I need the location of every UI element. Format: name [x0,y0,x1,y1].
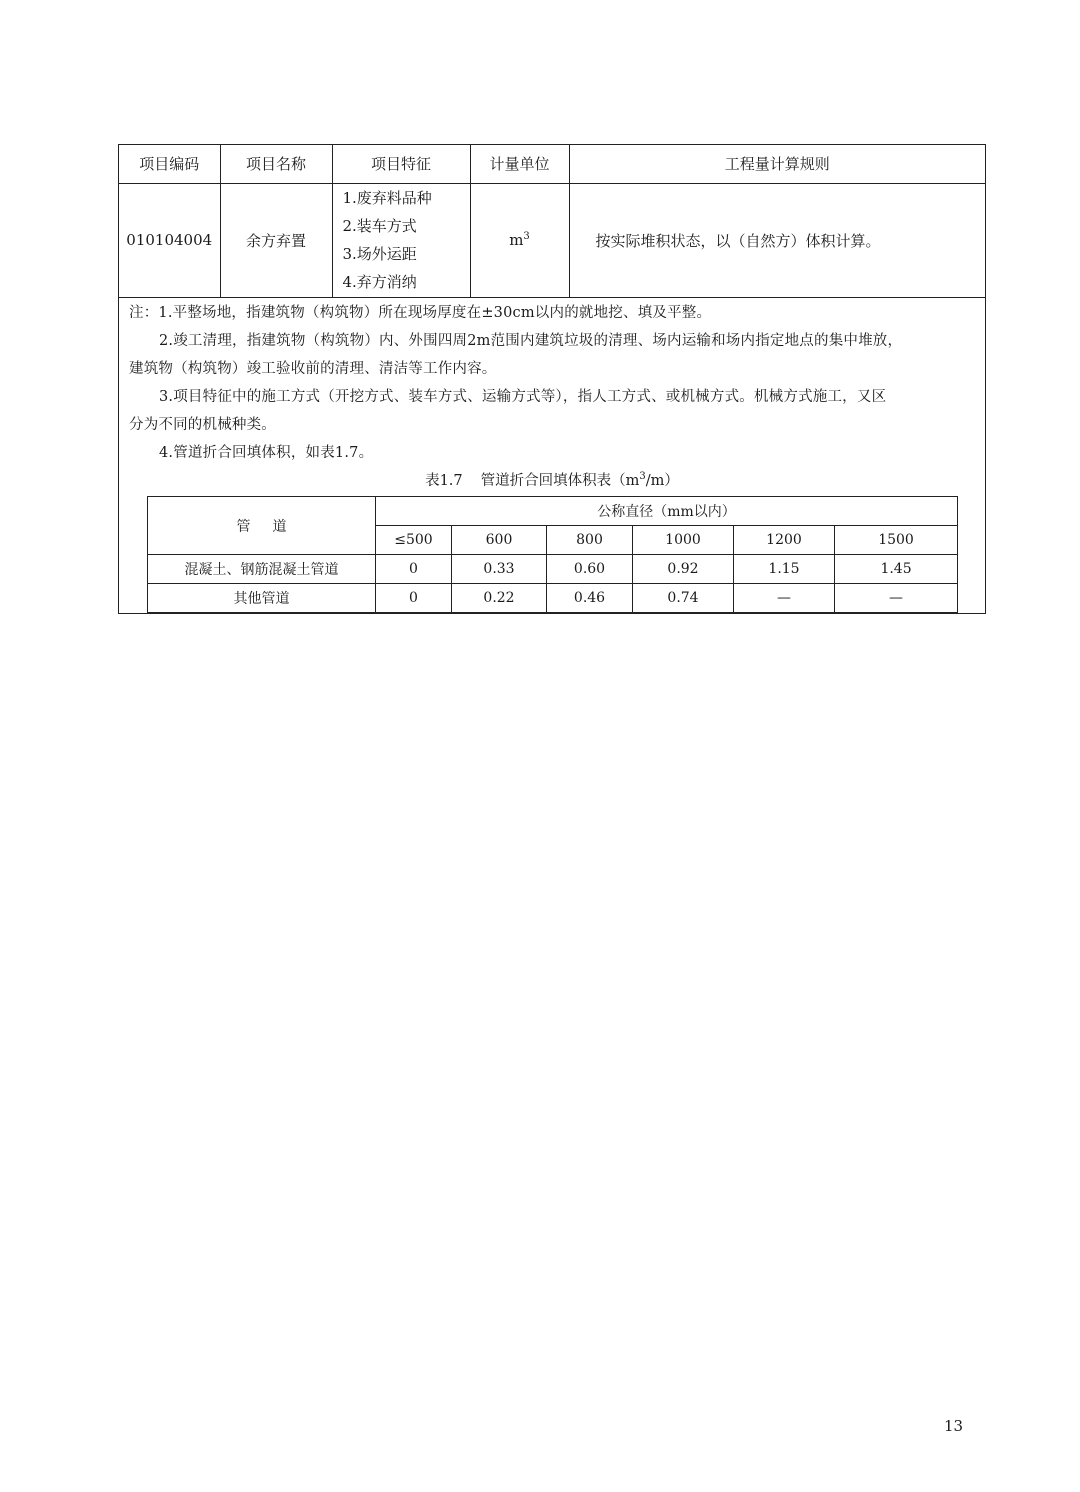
note-4: 4.管道折合回填体积，如表1.7。 [159,445,374,461]
table-caption [119,469,985,490]
header-name: 项目名称 [220,145,332,183]
pipe-name: 混凝土、钢筋混凝土管道 [148,555,376,584]
table-header-row [119,145,985,183]
item-name: 余方弃置 [220,183,332,297]
volume-cell: 0.74 [633,584,734,613]
diameter-cell: 1000 [633,526,734,555]
page-number: 13 [944,1417,964,1435]
item-rule: 按实际堆积状态，以（自然方）体积计算。 [569,183,985,297]
caption-title: 管道折合回填体积表（m [480,473,640,489]
notes-block [129,299,977,467]
volume-cell: 0.33 [452,555,547,584]
volume-cell: 0 [376,555,452,584]
unit-base: m [509,231,524,249]
diameter-cell: 600 [452,526,547,555]
volume-cell: 0.46 [547,584,633,613]
volume-cell: 0.60 [547,555,633,584]
caption-title-end: /m） [645,473,679,489]
table-row [148,555,958,584]
diameter-cell: 1500 [835,526,958,555]
feature-4: 4.弃方消纳 [342,273,417,291]
item-code: 010104004 [119,183,220,297]
pipe-volume-table [147,496,958,613]
diameter-cell: 800 [547,526,633,555]
feature-2: 2.装车方式 [342,217,417,235]
caption-number: 表1.7 [425,473,463,489]
header-unit: 计量单位 [470,145,569,183]
note-1: 注：1.平整场地，指建筑物（构筑物）所在现场厚度在±30cm以内的就地挖、填及平整。 [129,305,712,321]
volume-cell: — [835,584,958,613]
sub-header-row [148,497,958,526]
unit-sup: 3 [523,231,530,242]
note-2: 2.竣工清理，指建筑物（构筑物）内、外围四周2m范围内建筑垃圾的清理、场内运输和场内指定地点的集中堆放， [159,333,903,349]
volume-cell: 0.92 [633,555,734,584]
header-features: 项目特征 [332,145,470,183]
feature-3: 3.场外运距 [342,245,417,263]
feature-1: 1.废弃料品种 [342,189,432,207]
pipe-header: 管道 [148,497,376,555]
caption-sup: 3 [639,471,646,482]
diameter-header: 公称直径（mm以内） [376,497,958,526]
project-code-table [119,145,985,298]
table-row [119,183,985,297]
pipe-name: 其他管道 [148,584,376,613]
item-features [332,183,470,297]
note-3: 3.项目特征中的施工方式（开挖方式、装车方式、运输方式等），指人工方式、或机械方式。机械方式施工，又区 [159,389,887,405]
header-code: 项目编码 [119,145,220,183]
note-2-cont: 建筑物（构筑物）竣工验收前的清理、清洁等工作内容。 [129,361,497,377]
volume-cell: 0.22 [452,584,547,613]
item-unit [470,183,569,297]
diameter-cell: ≤500 [376,526,452,555]
header-rule: 工程量计算规则 [569,145,985,183]
code-table-frame [118,144,986,614]
table-row [148,584,958,613]
volume-cell: — [734,584,835,613]
volume-cell: 0 [376,584,452,613]
volume-cell: 1.15 [734,555,835,584]
note-3-cont: 分为不同的机械种类。 [129,417,276,433]
volume-cell: 1.45 [835,555,958,584]
diameter-cell: 1200 [734,526,835,555]
